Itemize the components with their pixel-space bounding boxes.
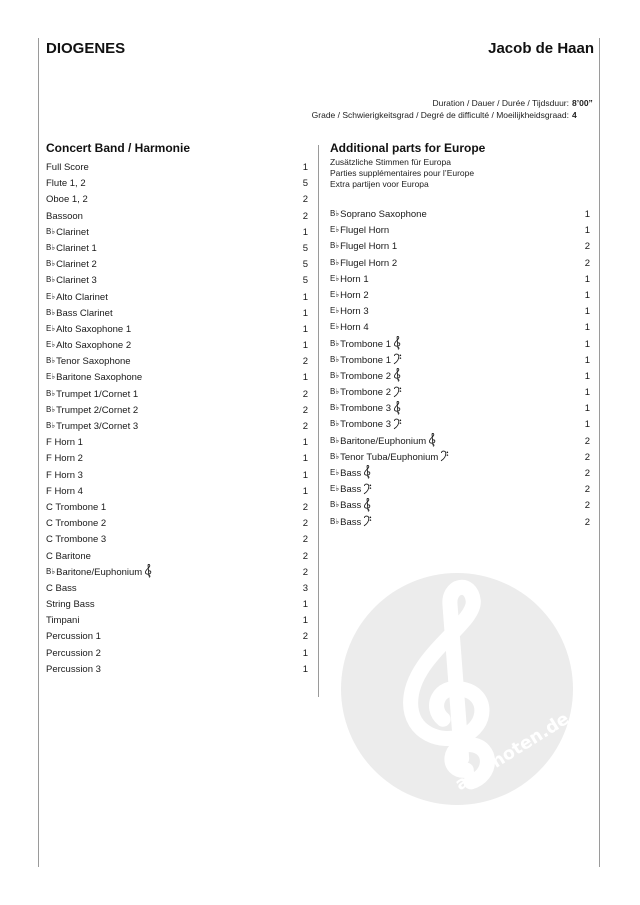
part-row bbox=[46, 419, 308, 435]
part-key: E♭ bbox=[330, 306, 340, 316]
part-row bbox=[46, 322, 308, 338]
part-quantity: 2 bbox=[302, 388, 308, 400]
grade-label: Grade / Schwierigkeitsgrad / Degré de difficulté / Moeilijkheidsgraad: bbox=[311, 110, 569, 120]
part-row bbox=[330, 272, 590, 288]
part-quantity: 2 bbox=[584, 257, 590, 269]
part-quantity: 2 bbox=[302, 566, 308, 578]
part-quantity: 2 bbox=[302, 210, 308, 222]
part-quantity: 1 bbox=[302, 226, 308, 238]
part-name: Trumpet 2/Cornet 2 bbox=[56, 404, 139, 416]
part-quantity: 1 bbox=[302, 437, 308, 449]
part-quantity: 2 bbox=[584, 468, 590, 479]
part-name: Bass bbox=[340, 484, 362, 496]
part-row bbox=[46, 273, 308, 289]
part-quantity: 1 bbox=[302, 307, 308, 319]
part-name: F Horn 3 bbox=[46, 469, 83, 481]
part-quantity: 5 bbox=[302, 259, 308, 271]
part-row bbox=[330, 320, 590, 336]
part-quantity: 2 bbox=[302, 518, 308, 530]
part-name: Bass bbox=[340, 516, 362, 528]
part-row bbox=[46, 613, 308, 629]
part-row bbox=[46, 516, 308, 532]
part-key: B♭ bbox=[330, 451, 340, 461]
part-quantity: 1 bbox=[584, 209, 590, 220]
part-key: B♭ bbox=[46, 356, 56, 366]
part-row bbox=[46, 370, 308, 386]
part-quantity: 1 bbox=[584, 273, 590, 285]
part-name: Percussion 2 bbox=[46, 647, 101, 659]
part-name: Bassoon bbox=[46, 210, 83, 222]
duration-line bbox=[432, 98, 594, 108]
watermark-text: alle-noten.de bbox=[451, 709, 573, 796]
part-name: Horn 2 bbox=[340, 289, 369, 301]
part-row bbox=[46, 451, 308, 467]
part-key: B♭ bbox=[330, 516, 340, 526]
part-quantity: 2 bbox=[302, 631, 308, 643]
part-name: Tenor Saxophone bbox=[56, 356, 131, 368]
work-title: DIOGENES bbox=[46, 40, 126, 57]
part-row bbox=[46, 468, 308, 484]
part-key: B♭ bbox=[330, 354, 340, 364]
column-divider bbox=[318, 145, 319, 697]
part-name: Clarinet 2 bbox=[56, 259, 97, 271]
part-key: B♭ bbox=[330, 338, 340, 348]
part-name: Baritone/Euphonium bbox=[340, 435, 427, 447]
part-quantity: 1 bbox=[302, 485, 308, 497]
part-name: Bass Clarinet bbox=[56, 307, 113, 319]
part-row bbox=[46, 241, 308, 257]
part-quantity: 2 bbox=[584, 500, 590, 512]
part-row bbox=[46, 209, 308, 225]
treble-clef-icon bbox=[428, 433, 437, 447]
part-name: Trombone 3 bbox=[340, 419, 391, 431]
bass-clef-icon bbox=[440, 449, 449, 463]
part-key: B♭ bbox=[330, 209, 340, 218]
part-quantity: 1 bbox=[584, 387, 590, 399]
part-row bbox=[330, 256, 590, 272]
part-row bbox=[330, 482, 590, 498]
left-margin-rule bbox=[38, 38, 39, 867]
part-row bbox=[46, 257, 308, 273]
part-quantity: 2 bbox=[302, 534, 308, 546]
part-quantity: 1 bbox=[302, 647, 308, 659]
part-row bbox=[330, 353, 590, 369]
part-name: C Trombone 2 bbox=[46, 518, 107, 530]
part-row bbox=[330, 417, 590, 433]
part-key: B♭ bbox=[46, 566, 56, 576]
part-row bbox=[330, 337, 590, 353]
part-quantity: 1 bbox=[302, 453, 308, 465]
part-key: B♭ bbox=[330, 370, 340, 380]
part-row bbox=[46, 176, 308, 192]
part-row bbox=[46, 403, 308, 419]
part-name: Trombone 2 bbox=[340, 370, 391, 382]
part-key: E♭ bbox=[46, 323, 56, 333]
part-quantity: 2 bbox=[302, 194, 308, 206]
part-row bbox=[46, 549, 308, 565]
bass-clef-icon bbox=[393, 385, 402, 399]
part-name: Trumpet 1/Cornet 1 bbox=[56, 388, 139, 400]
concert-band-heading: Concert Band / Harmonie bbox=[46, 141, 191, 155]
part-quantity: 2 bbox=[302, 404, 308, 416]
part-key: B♭ bbox=[46, 388, 56, 398]
part-row bbox=[46, 646, 308, 662]
part-name: Tenor Tuba/Euphonium bbox=[340, 451, 439, 463]
part-quantity: 1 bbox=[584, 403, 590, 415]
part-key: B♭ bbox=[330, 500, 340, 510]
part-quantity: 1 bbox=[302, 615, 308, 627]
right-margin-rule bbox=[599, 38, 600, 867]
part-key: B♭ bbox=[46, 307, 56, 317]
part-name: Bass bbox=[340, 500, 362, 512]
part-row bbox=[46, 435, 308, 451]
part-name: Horn 3 bbox=[340, 306, 369, 318]
part-key: E♭ bbox=[46, 291, 56, 301]
part-key: E♭ bbox=[330, 289, 340, 299]
part-quantity: 2 bbox=[584, 451, 590, 463]
part-row bbox=[46, 581, 308, 597]
part-name: Flugel Horn 2 bbox=[340, 257, 398, 269]
part-name: F Horn 2 bbox=[46, 453, 83, 465]
grade-value: 4 bbox=[572, 110, 577, 120]
part-name: String Bass bbox=[46, 599, 95, 611]
part-quantity: 2 bbox=[302, 356, 308, 368]
part-key: B♭ bbox=[330, 419, 340, 429]
part-key: B♭ bbox=[330, 387, 340, 397]
part-name: Horn 1 bbox=[340, 273, 369, 285]
part-name: Flugel Horn 1 bbox=[340, 241, 398, 253]
part-name: Baritone/Euphonium bbox=[56, 566, 143, 578]
part-name: Trombone 1 bbox=[340, 354, 391, 366]
part-name: Timpani bbox=[46, 615, 80, 627]
part-quantity: 1 bbox=[584, 370, 590, 382]
part-row bbox=[330, 434, 590, 450]
part-row bbox=[330, 515, 590, 531]
bass-clef-icon bbox=[393, 352, 402, 366]
part-row bbox=[46, 290, 308, 306]
part-key: B♭ bbox=[46, 242, 56, 252]
part-row bbox=[46, 192, 308, 208]
treble-clef-icon bbox=[363, 498, 372, 512]
part-row bbox=[46, 662, 308, 678]
grade-line bbox=[312, 110, 594, 120]
part-name: Alto Clarinet bbox=[56, 291, 108, 303]
part-name: Percussion 3 bbox=[46, 663, 101, 675]
part-name: Full Score bbox=[46, 162, 89, 173]
composer-name: Jacob de Haan bbox=[488, 40, 594, 57]
part-name: Trumpet 3/Cornet 3 bbox=[56, 421, 139, 432]
part-row bbox=[46, 354, 308, 370]
europe-subtitle: Parties supplémentaires pour l’Europe bbox=[330, 168, 475, 178]
part-row bbox=[330, 304, 590, 320]
part-row bbox=[330, 369, 590, 385]
part-quantity: 1 bbox=[584, 306, 590, 318]
part-quantity: 5 bbox=[302, 275, 308, 287]
part-row bbox=[46, 565, 308, 581]
part-name: Flugel Horn bbox=[340, 225, 390, 237]
part-row bbox=[330, 239, 590, 255]
part-key: E♭ bbox=[330, 273, 340, 283]
part-name: Percussion 1 bbox=[46, 631, 101, 643]
part-name: C Bass bbox=[46, 582, 77, 594]
part-key: B♭ bbox=[46, 259, 56, 269]
part-name: C Trombone 3 bbox=[46, 534, 107, 546]
part-name: Clarinet 3 bbox=[56, 275, 97, 287]
part-key: B♭ bbox=[330, 403, 340, 413]
part-row bbox=[46, 338, 308, 354]
part-row bbox=[330, 498, 590, 514]
part-row bbox=[330, 450, 590, 466]
part-key: E♭ bbox=[330, 322, 340, 332]
part-row bbox=[46, 532, 308, 548]
part-key: B♭ bbox=[330, 435, 340, 445]
part-row bbox=[46, 597, 308, 613]
part-row bbox=[46, 225, 308, 241]
part-quantity: 1 bbox=[584, 419, 590, 431]
part-name: Trombone 1 bbox=[340, 338, 391, 350]
part-row bbox=[46, 387, 308, 403]
part-key: B♭ bbox=[46, 404, 56, 414]
duration-value: 8’00” bbox=[572, 98, 593, 108]
part-name: Alto Saxophone 2 bbox=[56, 340, 132, 352]
part-quantity: 3 bbox=[302, 582, 308, 594]
part-name: Trombone 2 bbox=[340, 387, 391, 399]
part-row bbox=[330, 207, 590, 223]
part-name: Clarinet 1 bbox=[56, 242, 97, 254]
part-name: F Horn 4 bbox=[46, 485, 83, 497]
part-row bbox=[46, 500, 308, 516]
watermark-logo bbox=[341, 573, 573, 805]
part-row bbox=[330, 401, 590, 417]
part-quantity: 2 bbox=[584, 241, 590, 253]
part-name: Baritone Saxophone bbox=[56, 372, 143, 384]
part-key: B♭ bbox=[46, 275, 56, 285]
treble-clef-icon bbox=[363, 465, 372, 479]
bass-clef-icon bbox=[393, 417, 402, 431]
part-quantity: 1 bbox=[302, 663, 308, 675]
part-key: B♭ bbox=[330, 257, 340, 267]
part-name: Soprano Saxophone bbox=[340, 209, 427, 220]
part-row bbox=[330, 288, 590, 304]
part-name: Flute 1, 2 bbox=[46, 178, 86, 190]
part-name: Alto Saxophone 1 bbox=[56, 323, 132, 335]
part-name: F Horn 1 bbox=[46, 437, 83, 449]
part-row bbox=[330, 223, 590, 239]
treble-clef-icon bbox=[393, 368, 402, 382]
duration-label: Duration / Dauer / Durée / Tijdsduur: bbox=[432, 98, 569, 108]
part-quantity: 1 bbox=[584, 289, 590, 301]
part-key: E♭ bbox=[330, 484, 340, 494]
part-quantity: 1 bbox=[584, 354, 590, 366]
part-quantity: 2 bbox=[584, 435, 590, 447]
part-quantity: 1 bbox=[302, 469, 308, 481]
part-quantity: 2 bbox=[584, 516, 590, 528]
part-name: Trombone 3 bbox=[340, 403, 391, 415]
part-quantity: 2 bbox=[302, 421, 308, 432]
part-row bbox=[46, 484, 308, 500]
europe-subtitle: Extra partijen voor Europa bbox=[330, 179, 429, 189]
part-quantity: 2 bbox=[302, 550, 308, 562]
part-quantity: 1 bbox=[584, 225, 590, 237]
part-key: B♭ bbox=[46, 421, 56, 430]
part-key: E♭ bbox=[46, 372, 56, 382]
part-quantity: 1 bbox=[584, 322, 590, 334]
bass-clef-icon bbox=[363, 514, 372, 528]
europe-subtitle: Zusätzliche Stimmen für Europa bbox=[330, 157, 451, 167]
part-row bbox=[330, 385, 590, 401]
part-name: Oboe 1, 2 bbox=[46, 194, 88, 206]
part-name: C Trombone 1 bbox=[46, 501, 107, 513]
part-quantity: 1 bbox=[302, 323, 308, 335]
part-quantity: 2 bbox=[302, 501, 308, 513]
part-row bbox=[46, 629, 308, 645]
part-quantity: 5 bbox=[302, 242, 308, 254]
part-quantity: 2 bbox=[584, 484, 590, 496]
part-key: B♭ bbox=[330, 241, 340, 251]
part-quantity: 1 bbox=[302, 340, 308, 352]
treble-clef-icon bbox=[393, 336, 402, 350]
part-name: Bass bbox=[340, 468, 362, 479]
part-name: C Baritone bbox=[46, 550, 91, 562]
europe-heading: Additional parts for Europe bbox=[330, 141, 486, 155]
concert-band-parts-list bbox=[46, 160, 308, 678]
part-quantity: 1 bbox=[302, 162, 308, 173]
part-name: Clarinet bbox=[56, 226, 89, 238]
part-key: B♭ bbox=[46, 226, 56, 236]
part-quantity: 1 bbox=[302, 599, 308, 611]
bass-clef-icon bbox=[363, 482, 372, 496]
part-quantity: 5 bbox=[302, 178, 308, 190]
treble-clef-icon bbox=[144, 564, 153, 578]
part-key: E♭ bbox=[330, 225, 340, 235]
part-quantity: 1 bbox=[302, 372, 308, 384]
part-key: E♭ bbox=[330, 468, 340, 477]
europe-subtitles bbox=[330, 157, 474, 190]
part-quantity: 1 bbox=[302, 291, 308, 303]
europe-parts-list bbox=[330, 207, 590, 531]
part-quantity: 1 bbox=[584, 338, 590, 350]
treble-clef-icon bbox=[393, 401, 402, 415]
part-row bbox=[46, 306, 308, 322]
part-row bbox=[46, 160, 308, 176]
part-key: E♭ bbox=[46, 340, 56, 350]
part-row bbox=[330, 466, 590, 482]
part-name: Horn 4 bbox=[340, 322, 369, 334]
